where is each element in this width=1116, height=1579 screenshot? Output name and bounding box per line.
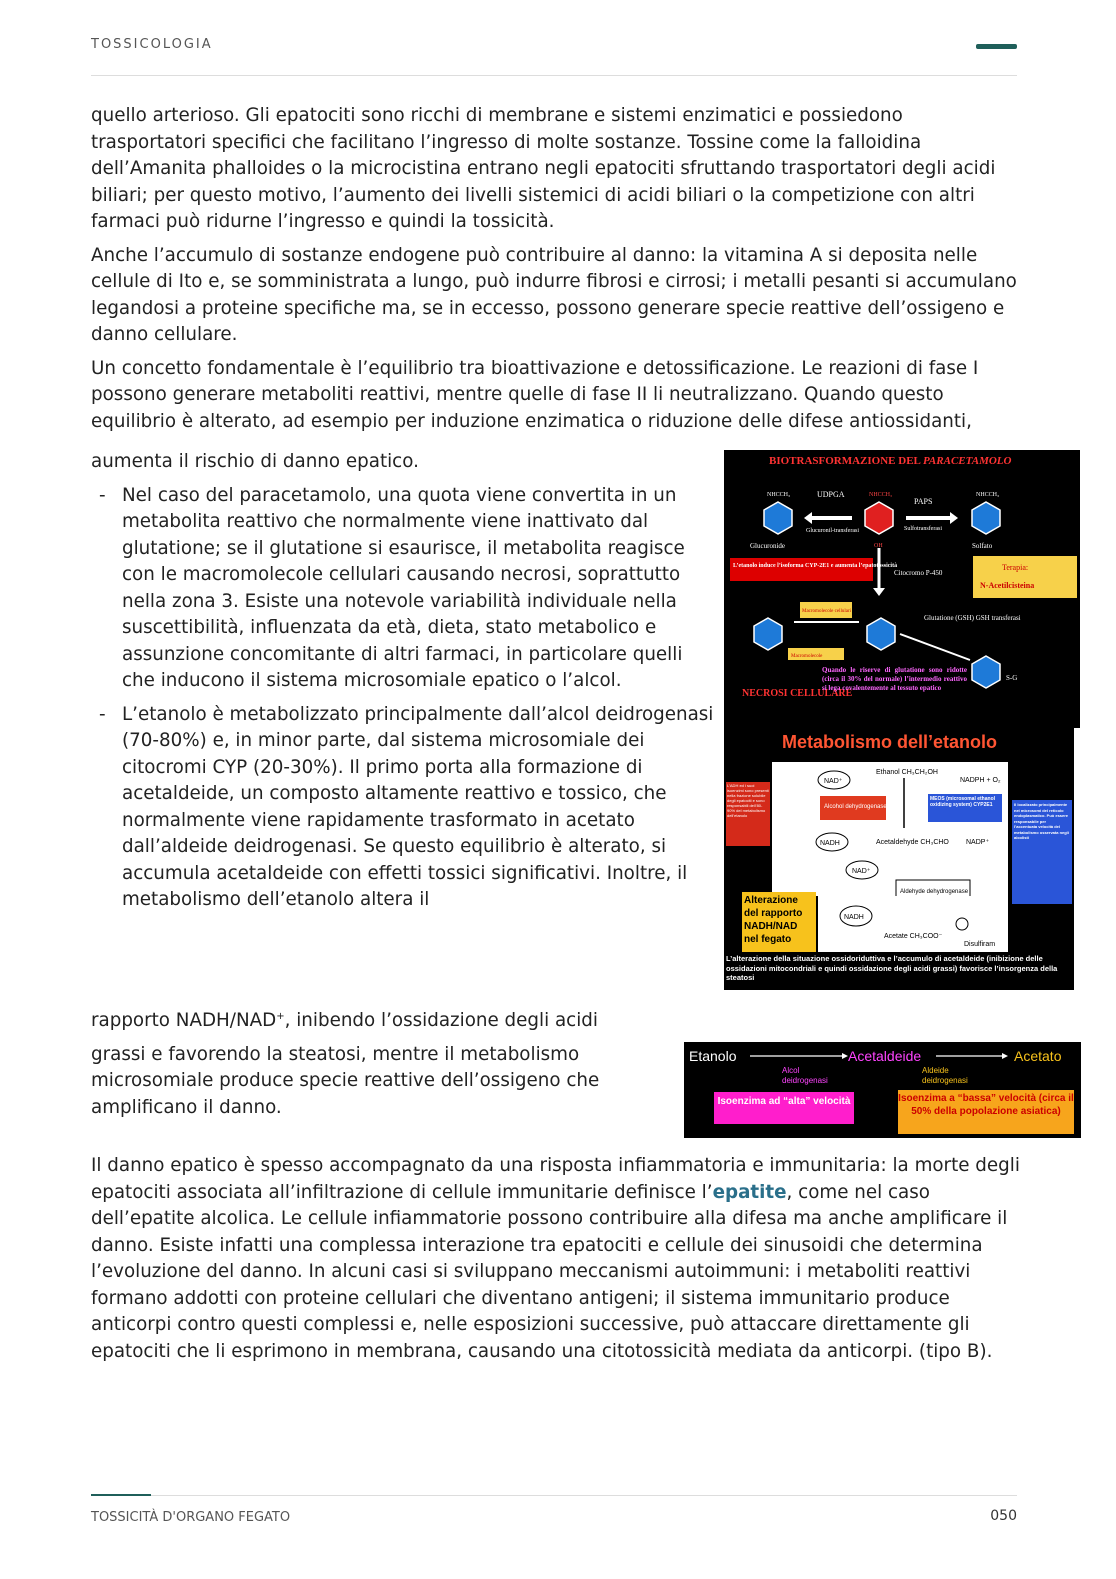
acetate-label: Acetate CH₃COO⁻: [884, 933, 943, 940]
glucuronide-ring: [764, 502, 792, 534]
body-left-column: [91, 449, 721, 921]
list-item: - Nel caso del paracetamolo, una quota viene convertita in un metabolita reattivo che normalmente viene inattivato dal glutatione; se il glutatione si esaurisce, il metabolita reagisce con le macromolecole cellulari causando necrosi, soprattutto nella zona 3. Esiste una notevole variabilità individuale nella suscettibilità, influenzata da età, dieta, stato metabolico e assunzione concomitante di altri farmaci, in particolare quelli che inducono il sistema microsomiale epatico o l’alcol.: [99, 484, 685, 691]
inhibition-node: [956, 918, 968, 930]
enzyme-label: Alcol deidrogenasi: [782, 1066, 828, 1085]
udpga-label: UDPGA: [817, 490, 845, 499]
alterazione-text: Alterazione del rapporto NADH/NAD nel fegato: [744, 895, 803, 945]
adh-note-text: L’ADH ed i suoi isoenzimi sono presenti nella frazione solubile degli epatociti e sono responsabili dell’80-90% del metabolismo dell’etanolo: [727, 783, 769, 818]
header-title: TOSSICOLOGIA: [91, 37, 213, 52]
footer-accent: [91, 1494, 151, 1496]
footer-divider: [151, 1495, 1017, 1496]
paragraph: rapporto NADH/NAD+, inibendo l’ossidazione degli acidi: [91, 1010, 598, 1032]
paracetamol-figure: [724, 450, 1080, 728]
paragraph: aumenta il rischio di danno epatico.: [91, 451, 419, 472]
reactive-intermediate-ring: [867, 618, 895, 650]
paps-label: PAPS: [914, 497, 933, 506]
nadp-label: NADP⁺: [966, 839, 990, 846]
enzyme-label: Glucuronil-transferasi: [806, 528, 859, 534]
arrow-head: [804, 512, 812, 524]
gsh-conjugate-ring: [972, 656, 1000, 688]
etanolo-figure: [724, 728, 1074, 990]
figure-caption: L’alterazione della situazione ossidoriduttiva e l’accumulo di acetaldeide (inibizione delle ossidazioni mitocondriali e quindi ossidazione degli acidi grassi) favorisce l’insorgenza della steatosi: [726, 954, 1058, 982]
necrosi-label: NECROSI CELLULARE: [742, 688, 853, 699]
chem-label: NHCCH₃: [869, 492, 893, 498]
arrow-head: [1002, 1053, 1008, 1059]
paragraph: Anche l’accumulo di sostanze endogene può contribuire al danno: la vitamina A si deposita nelle cellule di Ito e, se somministrata a lungo, può indurre fibrosi e cirrosi; i metalli pesanti si accumulano legandosi a proteine specifiche ma, se in eccesso, possono generare specie reattive dell’ossigeno e danno cellulare.: [91, 244, 1017, 345]
chem-label: NHCCH₃: [976, 492, 1000, 498]
etanolo-pathway-diagram: [684, 1042, 1081, 1138]
macromolecule-ring: [754, 618, 782, 650]
disulfiram-label: Disulfiram: [964, 941, 996, 948]
chem-label: OH: [874, 543, 883, 549]
bassa-velocita-text: Isoenzima a “bassa” velocità (circa il 50% della popolazione asiatica): [898, 1093, 1074, 1117]
riserve-text: Quando le riserve di glutatione sono ridotte (circa il 30% del normale) l’intermedio reattivo si lega covalentemente al tessuto epatico: [822, 666, 967, 692]
nad-label: NAD⁺: [852, 868, 871, 875]
nadh-label: NADH: [844, 914, 864, 921]
list-item: - L’etanolo è metabolizzato principalmente dall’alcol deidrogenasi (70-80%) e, in minor parte, dal sistema microsomiale dei citocromi CYP (20-30%). Il primo porta alla formazione di acetaldeide, un composto altamente reattivo e tossico, che normalmente viene rapidamente trasformato in acetato dall’aldeide deidrogenasi. Se questo equilibrio è alterato, si accumula acetaldeide con effetti tossici significativi. Inoltre, il metabolismo dell’etanolo altera il: [99, 703, 714, 910]
page-number: 050: [990, 1508, 1017, 1524]
acetaldehyde-label: Acetaldehyde CH₃CHO: [876, 839, 949, 846]
paracetamol-ring: [865, 502, 893, 534]
acetaldeide-label: Acetaldeide: [848, 1048, 922, 1064]
list-item-text: Nel caso del paracetamolo, una quota viene convertita in un metabolita reattivo che normalmente viene inattivato dal glutatione; se il glutatione si esaurisce, il metabolita reagisce con le macromolecole cellulari causando necrosi, soprattutto nella zona 3. Esiste una notevole variabilità individuale nella suscettibilità, influenzata da età, dieta, stato metabolico e assunzione concomitante di altri farmaci, in particolare quelli che inducono il sistema microsomiale epatico o l’alcol.: [122, 484, 685, 691]
paragraph: Un concetto fondamentale è l’equilibrio tra bioattivazione e detossificazione. Le reazioni di fase I possono generare metaboliti reattivi, mentre quelle di fase II li neutralizzano. Quando questo equilibrio è alterato, ad esempio per induzione enzimatica o riduzione delle difese antiossidanti,: [91, 357, 979, 432]
aldehyde-dh-label: Aldehyde dehydrogenase: [900, 889, 969, 895]
arrow-head: [873, 588, 885, 596]
ethanol-label: Ethanol CH₃CH₂OH: [876, 769, 938, 776]
figure-title: BIOTRASFORMAZIONE DEL PARACETAMOLO: [769, 455, 1012, 467]
macromolecole-label: Macromolecole cellulari: [802, 609, 852, 614]
figure-title: Metabolismo dell’etanolo: [782, 732, 998, 752]
product-label: Solfato: [972, 542, 993, 550]
arrow-right: [900, 634, 970, 660]
etanolo-label: Etanolo: [689, 1048, 737, 1064]
etanolo-induction-text: L’etanolo induce l’isoforma CYP-2E1 e aumenta l’epatotossicità: [733, 563, 898, 569]
terapia-label: Terapia:: [1002, 563, 1029, 572]
nad-label: NAD⁺: [824, 778, 843, 785]
arrow-head: [950, 512, 958, 524]
nadph-label: NADPH + O₂: [960, 777, 1001, 784]
etanolo-induction-box: [730, 558, 873, 581]
chem-label: S-G: [1006, 674, 1018, 682]
acetato-label: Acetato: [1014, 1048, 1062, 1064]
citocromo-label: Citocromo P-450: [894, 569, 943, 577]
header-divider: [91, 75, 1017, 76]
body-top: [91, 103, 1021, 442]
macromolecole-label: Macromolecole: [791, 654, 823, 659]
footer-section-title: TOSSICITÀ D'ORGANO FEGATO: [91, 1510, 291, 1525]
header-accent: [976, 44, 1017, 49]
body-bottom: [91, 1153, 1021, 1372]
etanolo-diagram: [724, 728, 1074, 990]
nadh-label: NADH: [820, 840, 840, 847]
alta-velocita-text: Isoenzima ad “alta” velocità: [717, 1096, 851, 1107]
alcohol-dh-label: Alcohol dehydrogenase: [824, 804, 887, 810]
enzyme-label: Aldeide deidrogenasi: [922, 1066, 968, 1085]
paragraph: Il danno epatico è spesso accompagnato da una risposta infiammatoria e immunitaria: la morte degli epatociti associata all’infiltrazione di cellule immunitarie definisce l’epatite, come nel caso dell’epatite alcolica. Le cellule infiammatorie possono contribuire alla difesa ma anche amplificare il danno. Esiste infatti una complessa interazione tra epatociti e cellule dei sinusoidi che determina l’evoluzione del danno. In alcuni casi si sviluppano meccanismi autoimmuni: i metaboliti reattivi formano addotti con proteine cellulari che diventano antigeni; il sistema immunitario produce anticorpi contro questi complessi e, nelle esposizioni successive, può attaccare direttamente gli epatociti che li esprimono in membrana, causando una citotossicità mediata da anticorpi. (tipo B).: [91, 1155, 1020, 1362]
paragraph: quello arterioso. Gli epatociti sono ricchi di membrane e sistemi enzimatici e possiedono trasportatori specifici che facilitano l’ingresso di molte sostanze. Tossine come la falloidina dell’Amanita phalloides o la microcistina entrano negli epatociti sfruttando trasportatori degli acidi biliari; per questo motivo, l’aumento dei livelli sistemici di acidi biliari o la competizione con altri farmaci può ridurne l’ingresso e quindi la tossicità.: [91, 105, 996, 232]
paragraph: grassi e favorendo la steatosi, mentre il metabolismo microsomiale produce specie reattive dell’ossigeno che amplificano il danno.: [91, 1043, 600, 1118]
etanolo-pathway-figure: [684, 1042, 1081, 1138]
list-item-text: L’etanolo è metabolizzato principalmente dall’alcol deidrogenasi (70-80%) e, in minor parte, dal sistema microsomiale dei citocromi CYP (20-30%). Il primo porta alla formazione di acetaldeide, un composto altamente reattivo e tossico, che normalmente viene rapidamente trasformato in acetato dall’aldeide deidrogenasi. Se questo equilibrio è alterato, si accumula acetaldeide con effetti tossici significativi. Inoltre, il metabolismo dell’etanolo altera il: [122, 703, 714, 910]
solfato-ring: [972, 502, 1000, 534]
meos-text: MEOS (microsomal ethanol oxidizing system) CYP2E1: [930, 796, 996, 808]
chem-label: NHCCH₃: [767, 492, 791, 498]
meos-note-text: Il localizzato principalmente nei microsomi del reticolo endoplasmatico. Può essere responsabile per l’accentuata velocità del metabolismo osservata negli alcolisti: [1014, 802, 1069, 840]
epatite-term: epatite: [712, 1181, 787, 1203]
paracetamol-diagram: [724, 450, 1080, 728]
enzyme-label: Sulfotransferasi: [904, 526, 942, 532]
product-label: Glucuronide: [750, 542, 785, 550]
gsh-label: Glutatione (GSH) GSH transferasi: [924, 614, 1021, 622]
body-mid: [91, 1004, 691, 1128]
nacetil-label: N-Acetilcisteina: [980, 581, 1035, 590]
